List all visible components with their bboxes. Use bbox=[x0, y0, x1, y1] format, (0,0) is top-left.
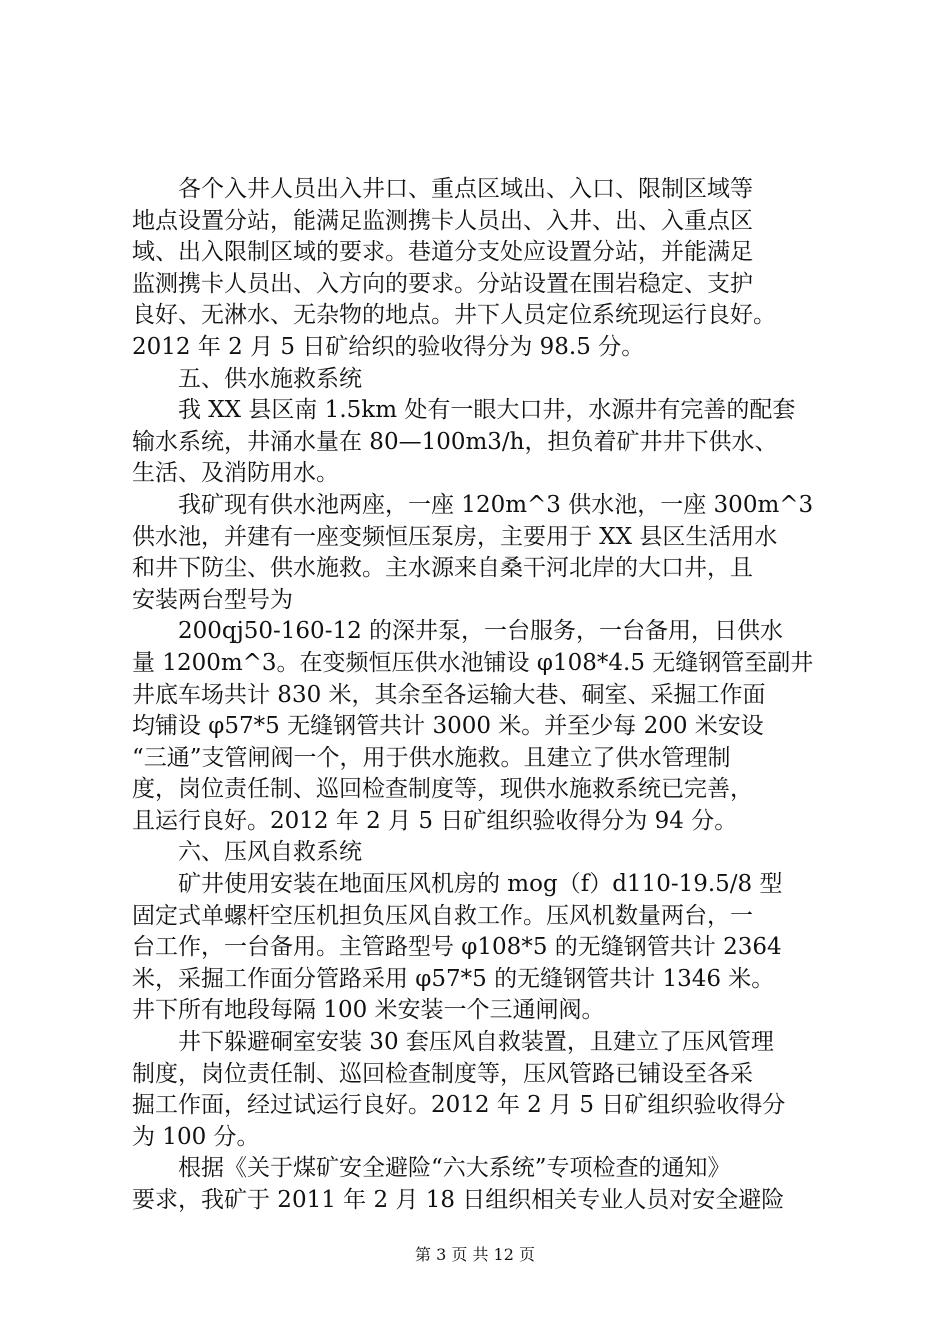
section-heading: 五、供水施救系统 bbox=[132, 365, 362, 392]
document-body bbox=[132, 174, 832, 1217]
text-line: 为 100 分。 bbox=[132, 1123, 260, 1150]
text-line: 输水系统，井涌水量在 80—100m3/h，担负着矿井井下供水、 bbox=[132, 428, 778, 455]
text-line: 域、出入限制区域的要求。巷道分支处应设置分站，并能满足 bbox=[132, 239, 753, 266]
text-line: 度，岗位责任制、巡回检查制度等，现供水施救系统已完善， bbox=[132, 776, 753, 803]
text-line: 地点设置分站，能满足监测携卡人员出、入井、出、入重点区 bbox=[132, 207, 753, 234]
text-line: 和井下防尘、供水施救。主水源来自桑干河北岸的大口井，且 bbox=[132, 555, 753, 582]
text-line: 各个入井人员出入井口、重点区域出、入口、限制区域等 bbox=[132, 176, 753, 202]
text-line: 良好、无淋水、无杂物的地点。井下人员定位系统现运行良好。 bbox=[132, 302, 776, 329]
text-line: 台工作，一台备用。主管路型号 φ108*5 的无缝钢管共计 2364 bbox=[132, 934, 782, 961]
section-heading: 六、压风自救系统 bbox=[132, 839, 362, 866]
text-line: 我 XX 县区南 1.5km 处有一眼大口井，水源井有完善的配套 bbox=[132, 397, 796, 424]
text-line: 根据《关于煤矿安全避险“六大系统”专项检查的通知》 bbox=[132, 1155, 731, 1182]
text-line: 掘工作面，经过试运行良好。2012 年 2 月 5 日矿组织验收得分 bbox=[132, 1092, 786, 1119]
text-line: 监测携卡人员出、入方向的要求。分站设置在围岩稳定、支护 bbox=[132, 270, 753, 297]
text-line: 矿井使用安装在地面压风机房的 mog（f）d110-19.5/8 型 bbox=[132, 871, 783, 898]
text-line: 固定式单螺杆空压机担负压风自救工作。压风机数量两台，一 bbox=[132, 902, 753, 929]
text-line: 我矿现有供水池两座，一座 120m^3 供水池，一座 300m^3 bbox=[132, 491, 814, 518]
text-line: 要求，我矿于 2011 年 2 月 18 日组织相关专业人员对安全避险 bbox=[132, 1187, 785, 1213]
text-line: 量 1200m^3。在变频恒压供水池铺设 φ108*4.5 无缝钢管至副井 bbox=[132, 649, 814, 676]
text-line: 2012 年 2 月 5 日矿给织的验收得分为 98.5 分。 bbox=[132, 333, 645, 360]
text-line: “三通”支管闸阀一个，用于供水施救。且建立了供水管理制 bbox=[132, 744, 731, 771]
text-line: 井底车场共计 830 米，其余至各运输大巷、硐室、采掘工作面 bbox=[132, 681, 766, 708]
text-line: 制度，岗位责任制、巡回检查制度等，压风管路已铺设至各采 bbox=[132, 1060, 753, 1087]
text-line: 安装两台型号为 bbox=[132, 586, 293, 613]
text-line: 井下躲避硐室安装 30 套压风自救装置，且建立了压风管理 bbox=[132, 1029, 774, 1056]
text-line: 且运行良好。2012 年 2 月 5 日矿组织验收得分为 94 分。 bbox=[132, 807, 738, 834]
text-line: 均铺设 φ57*5 无缝钢管共计 3000 米。并至少每 200 米安设 bbox=[132, 713, 764, 740]
text-line: 供水池，并建有一座变频恒压泵房，主要用于 XX 县区生活用水 bbox=[132, 523, 778, 550]
page-footer: 第 3 页 共 12 页 bbox=[415, 1245, 535, 1264]
text-line: 生活、及消防用水。 bbox=[132, 460, 339, 487]
text-line: 井下所有地段每隔 100 米安装一个三通闸阀。 bbox=[132, 997, 605, 1024]
text-line: 200qj50-160-12 的深井泵，一台服务，一台备用，日供水 bbox=[132, 618, 784, 645]
text-line: 米，采掘工作面分管路采用 φ57*5 的无缝钢管共计 1346 米。 bbox=[132, 965, 775, 992]
